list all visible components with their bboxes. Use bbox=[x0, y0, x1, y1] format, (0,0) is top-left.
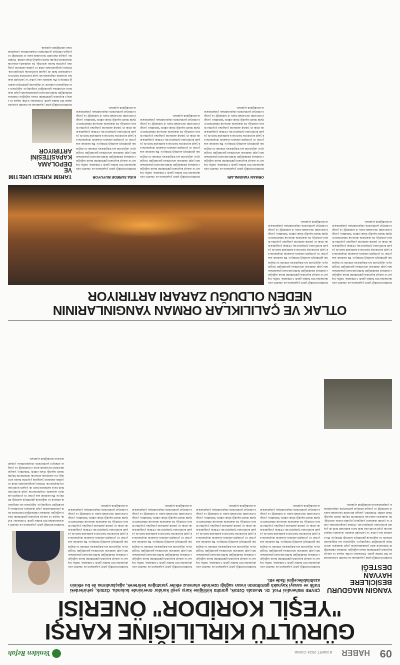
right-headline-1: TARIM KREDİ ÜRETİM VE bbox=[8, 166, 72, 179]
left-story-headline bbox=[324, 563, 392, 593]
section-label: HABER bbox=[341, 648, 370, 657]
right-story-photo bbox=[32, 109, 72, 143]
main-headline bbox=[8, 597, 392, 642]
fire-text-column-5: Gürültü kirliliği şehir yaşamının en önemli sorunlarından biri haline geldi. Uzmanlar, trafik, inşaat ve sanayi kaynaklı gürültünün insan sağlığını olumsuz etkilediğini belirterek kent planlamasında yeşil alanların artırılması gerektiğini vurguluyor. Ağaçların ses dalgalarını emerek ve dağıtarak gürültüyü azalttığı biliniyor. Bu nedenle ana yollar ve yerleşim alanları arasında oluşturulacak yeşil koridorlar hem hava kalitesini hem de yaşam konforunu iyileştirecek. Orman yangınlarında otlak ve çalılık alanların yangının yayılma hızını artırdığı, bu alanlarda alınacak önlemlerin büyük önem taşıdığı ifade edildi. Yetkililer, yangın mevsimi öncesinde kuru ot temizliği ve yangın emniyet şeritlerinin oluşturulması çalışmalarının sürdüğünü açıkladı. bbox=[76, 105, 136, 171]
fire-crosshead-1 bbox=[204, 171, 264, 179]
text-column-2: Gürültü kirliliği şehir yaşamının en önemli sorunlarından biri haline geldi. Uzmanlar, trafik, inşaat ve sanayi kaynaklı gürültünün insan sağlığını olumsuz etkilediğini belirterek kent planlamasında yeşil alanların artırılması gerektiğini vurguluyor. Ağaçların ses dalgalarını emerek ve dağıtarak gürültüyü azalttığı biliniyor. Bu nedenle ana yollar ve yerleşim alanları arasında oluşturulacak yeşil koridorlar hem hava kalitesini hem de yaşam konforunu iyileştirecek. Orman yangınlarında otlak ve çalılık alanların yangının yayılma hızını artırdığı, bu alanlarda alınacak önlemlerin büyük önem taşıdığı ifade edildi. Yetkililer, yangın mevsimi öncesinde kuru ot temizliği ve yangın emniyet şeritlerinin oluşturulması çalışmalarının sürdüğünü açıkladı. bbox=[196, 503, 256, 569]
left-headline-3: DESTEĞİ bbox=[361, 563, 392, 571]
fire-headline bbox=[8, 290, 392, 317]
portrait-head bbox=[28, 559, 50, 585]
text-column-4: Gürültü kirliliği şehir yaşamının en önemli sorunlarından biri haline geldi. Uzmanlar, trafik, inşaat ve sanayi kaynaklı gürültünün insan sağlığını olumsuz etkilediğini belirterek kent planlamasında yeşil alanların artırılması gerektiğini vurguluyor. Ağaçların ses dalgalarını emerek ve dağıtarak gürültüyü azalttığı biliniyor. Bu nedenle ana yollar ve yerleşim alanları arasında oluşturulacak yeşil koridorlar hem hava kalitesini hem de yaşam konforunu iyileştirecek. Orman yangınlarında otlak ve çalılık alanların yangının yayılma hızını artırdığı, bu alanlarda alınacak önlemlerin büyük önem taşıdığı ifade edildi. Yetkililer, yangın mevsimi öncesinde kuru ot temizliği ve yangın emniyet şeritlerinin oluşturulması çalışmalarının sürdüğünü açıkladı. bbox=[68, 503, 128, 569]
fire-headline-line-2: NEDEN OLDUĞU ZARARI ARTIRIYOR bbox=[87, 289, 313, 304]
main-deck: ÇEVRE Mühendisi Prof. Dr. Mustafa Öztürk, gürültü kirliliğine karşı yeşil koridor önerisinde bulundu. Öztürk, şehirlerdeki trafik ve sanayi kaynaklı gürültünün insan sağlığı üzerinde olumsuz etkiler yarattığını belirterek, ağaçlandırma ile bu etkinin azaltılabileceğini ifade etti. bbox=[70, 577, 320, 593]
livestock-photo bbox=[324, 379, 392, 429]
fire-text-column-2: Gürültü kirliliği şehir yaşamının en önemli sorunlarından biri haline geldi. Uzmanlar, trafik, inşaat ve sanayi kaynaklı gürültünün insan sağlığını olumsuz etkilediğini belirterek kent planlamasında yeşil alanların artırılması gerektiğini vurguluyor. Ağaçların ses dalgalarını emerek ve dağıtarak gürültüyü azalttığı biliniyor. Bu nedenle ana yollar ve yerleşim alanları arasında oluşturulacak yeşil koridorlar hem hava kalitesini hem de yaşam konforunu iyileştirecek. Orman yangınlarında otlak ve çalılık alanların yangının yayılma hızını artırdığı, bu alanlarda alınacak önlemlerin büyük önem taşıdığı ifade edildi. Yetkililer, yangın mevsimi öncesinde kuru ot temizliği ve yangın emniyet şeritlerinin oluşturulması çalışmalarının sürdüğünü açıkladı. bbox=[268, 219, 328, 285]
brand-logo bbox=[8, 649, 61, 658]
main-headline-line-1: GÜRÜLTÜ KİRLİLİĞİNE KARŞI bbox=[45, 619, 355, 644]
logo-mark-icon bbox=[52, 649, 61, 658]
fire-glow bbox=[84, 213, 204, 237]
right-headline-2: DEPOLAMA KAPASİTESİNİ bbox=[30, 153, 72, 166]
page-number: 09 bbox=[379, 647, 392, 659]
left-headline-1: YANGIN MAĞDURU bbox=[326, 586, 392, 593]
right-headline-3: ARTIRIYOR bbox=[39, 146, 72, 153]
fire-text-column-1: Gürültü kirliliği şehir yaşamının en önemli sorunlarından biri haline geldi. Uzmanlar, trafik, inşaat ve sanayi kaynaklı gürültünün insan sağlığını olumsuz etkilediğini belirterek kent planlamasında yeşil alanların artırılması gerektiğini vurguluyor. Ağaçların ses dalgalarını emerek ve dağıtarak gürültüyü azalttığı biliniyor. Bu nedenle ana yollar ve yerleşim alanları arasında oluşturulacak yeşil koridorlar hem hava kalitesini hem de yaşam konforunu iyileştirecek. Orman yangınlarında otlak ve çalılık alanların yangının yayılma hızını artırdığı, bu alanlarda alınacak önlemlerin büyük önem taşıdığı ifade edildi. Yetkililer, yangın mevsimi öncesinde kuru ot temizliği ve yangın emniyet şeritlerinin oluşturulması çalışmalarının sürdüğünü açıkladı. bbox=[332, 219, 392, 285]
section-divider bbox=[8, 320, 392, 321]
text-column-3: Gürültü kirliliği şehir yaşamının en önemli sorunlarından biri haline geldi. Uzmanlar, trafik, inşaat ve sanayi kaynaklı gürültünün insan sağlığını olumsuz etkilediğini belirterek kent planlamasında yeşil alanların artırılması gerektiğini vurguluyor. Ağaçların ses dalgalarını emerek ve dağıtarak gürültüyü azalttığı biliniyor. Bu nedenle ana yollar ve yerleşim alanları arasında oluşturulacak yeşil koridorlar hem hava kalitesini hem de yaşam konforunu iyileştirecek. Orman yangınlarında otlak ve çalılık alanların yangının yayılma hızını artırdığı, bu alanlarda alınacak önlemlerin büyük önem taşıdığı ifade edildi. Yetkililer, yangın mevsimi öncesinde kuru ot temizliği ve yangın emniyet şeritlerinin oluşturulması çalışmalarının sürdüğünü açıkladı. bbox=[132, 503, 192, 569]
date-line: 8 MART 2024 CUMA bbox=[294, 650, 332, 655]
fire-text-column-3: Gürültü kirliliği şehir yaşamının en önemli sorunlarından biri haline geldi. Uzmanlar, trafik, inşaat ve sanayi kaynaklı gürültünün insan sağlığını olumsuz etkilediğini belirterek kent planlamasında yeşil alanların artırılması gerektiğini vurguluyor. Ağaçların ses dalgalarını emerek ve dağıtarak gürültüyü azalttığı biliniyor. Bu nedenle ana yollar ve yerleşim alanları arasında oluşturulacak yeşil koridorlar hem hava kalitesini hem de yaşam konforunu iyileştirecek. Orman yangınlarında otlak ve çalılık alanların yangının yayılma hızını artırdığı, bu alanlarda alınacak önlemlerin büyük önem taşıdığı ifade edildi. Yetkililer, yangın mevsimi öncesinde kuru ot temizliği ve yangın emniyet şeritlerinin oluşturulması çalışmalarının sürdüğünü açıkladı. bbox=[204, 105, 264, 171]
right-story bbox=[8, 5, 72, 179]
portrait-body bbox=[16, 531, 60, 561]
left-story bbox=[324, 323, 392, 593]
text-column-1: Gürültü kirliliği şehir yaşamının en önemli sorunlarından biri haline geldi. Uzmanlar, trafik, inşaat ve sanayi kaynaklı gürültünün insan sağlığını olumsuz etkilediğini belirterek kent planlamasında yeşil alanların artırılması gerektiğini vurguluyor. Ağaçların ses dalgalarını emerek ve dağıtarak gürültüyü azalttığı biliniyor. Bu nedenle ana yollar ve yerleşim alanları arasında oluşturulacak yeşil koridorlar hem hava kalitesini hem de yaşam konforunu iyileştirecek. Orman yangınlarında otlak ve çalılık alanların yangının yayılma hızını artırdığı, bu alanlarda alınacak önlemlerin büyük önem taşıdığı ifade edildi. Yetkililer, yangın mevsimi öncesinde kuru ot temizliği ve yangın emniyet şeritlerinin oluşturulması çalışmalarının sürdüğünü açıkladı. bbox=[260, 503, 320, 569]
masthead-rule bbox=[8, 644, 392, 645]
left-story-body: Gürültü kirliliği şehir yaşamının en önemli sorunlarından biri haline geldi. Uzmanlar, trafik, inşaat ve sanayi kaynaklı gürültünün insan sağlığını olumsuz etkilediğini belirterek kent planlamasında yeşil alanların artırılması gerektiğini vurguluyor. Ağaçların ses dalgalarını emerek ve dağıtarak gürültüyü azalttığı biliniyor. Bu nedenle ana yollar ve yerleşim alanları arasında oluşturulacak yeşil koridorlar hem hava kalitesini hem de yaşam konforunu iyileştirecek. Orman yangınlarında otlak ve çalılık alanların yangının yayılma hızını artırdığı, bu alanlarda alınacak önlemlerin büyük önem taşıdığı ifade edildi. Yetkililer, yangın mevsimi öncesinde kuru ot temizliği ve yangın emniyet şeritlerinin oluşturulması çalışmalarının sürdüğünü açıkladı. bbox=[324, 502, 392, 560]
right-story-body: Gürültü kirliliği şehir yaşamının en önemli sorunlarından biri haline geldi. Uzmanlar, trafik, inşaat ve sanayi kaynaklı gürültünün insan sağlığını olumsuz etkilediğini belirterek kent planlamasında yeşil alanların artırılması gerektiğini vurguluyor. Ağaçların ses dalgalarını emerek ve dağıtarak gürültüyü azalttığı biliniyor. Bu nedenle ana yollar ve yerleşim alanları arasında oluşturulacak yeşil koridorlar hem hava kalitesini hem de yaşam konforunu iyileştirecek. Orman yangınlarında otlak ve çalılık alanların yangının yayılma hızını artırdığı, bu alanlarda alınacak önlemlerin büyük önem taşıdığı ifade edildi. Yetkililer, yangın mevsimi öncesinde kuru ot temizliği ve yangın emniyet şeritlerinin oluşturulması çalışmalarının sürdüğünü açıkladı. bbox=[8, 45, 72, 108]
main-headline-line-2: "YEŞİL KORİDOR" ÖNERİSİ bbox=[58, 596, 342, 621]
text-column-5: Gürültü kirliliği şehir yaşamının en önemli sorunlarından biri haline geldi. Uzmanlar, trafik, inşaat ve sanayi kaynaklı gürültünün insan sağlığını olumsuz etkilediğini belirterek kent planlamasında yeşil alanların artırılması gerektiğini vurguluyor. Ağaçların ses dalgalarını emerek ve dağıtarak gürültüyü azalttığı biliniyor. Bu nedenle ana yollar ve yerleşim alanları arasında oluşturulacak yeşil koridorlar hem hava kalitesini hem de yaşam konforunu iyileştirecek. Orman yangınlarında otlak ve çalılık alanların yangının yayılma hızını artırdığı, bu alanlarda alınacak önlemlerin büyük önem taşıdığı ifade edildi. Yetkililer, yangın mevsimi öncesinde kuru ot temizliği ve yangın emniyet şeritlerinin oluşturulması çalışmalarının sürdüğünü açıkladı. bbox=[8, 457, 64, 527]
fire-text-column-4: Gürültü kirliliği şehir yaşamının en önemli sorunlarından biri haline geldi. Uzmanlar, trafik, inşaat ve sanayi kaynaklı gürültünün insan sağlığını olumsuz etkilediğini belirterek kent planlamasında yeşil alanların artırılması gerektiğini vurguluyor. Ağaçların ses dalgalarını emerek ve dağıtarak gürültüyü azalttığı biliniyor. Bu nedenle ana yollar ve yerleşim alanları arasında oluşturulacak yeşil koridorlar hem hava kalitesini hem de yaşam konforunu iyileştirecek. Orman yangınlarında otlak ve çalılık alanların yangının yayılma hızını artırdığı, bu alanlarda alınacak önlemlerin büyük önem taşıdığı ifade edildi. Yetkililer, yangın mevsimi öncesinde kuru ot temizliği ve yangın emniyet şeritlerinin oluşturulması çalışmalarının sürdüğünü açıkladı. bbox=[140, 113, 200, 179]
page-masthead bbox=[8, 645, 392, 659]
brand-name: Yeniden Refah bbox=[8, 649, 51, 658]
fire-headline-line-1: OTLAK VE ÇALILIKLAR ORMAN YANGINLARININ bbox=[53, 303, 347, 318]
crosshead-2-text: KISA SÜREDE BÜYÜYOR bbox=[92, 175, 136, 179]
fire-crosshead-2 bbox=[76, 171, 136, 179]
crosshead-1-text: ORMAN YANGINLARI bbox=[227, 175, 264, 179]
right-story-headline bbox=[8, 146, 72, 179]
portrait-photo bbox=[12, 531, 64, 593]
left-headline-2: BESİCİLERE HAYVAN bbox=[349, 571, 392, 586]
forest-fire-photo bbox=[8, 185, 264, 285]
